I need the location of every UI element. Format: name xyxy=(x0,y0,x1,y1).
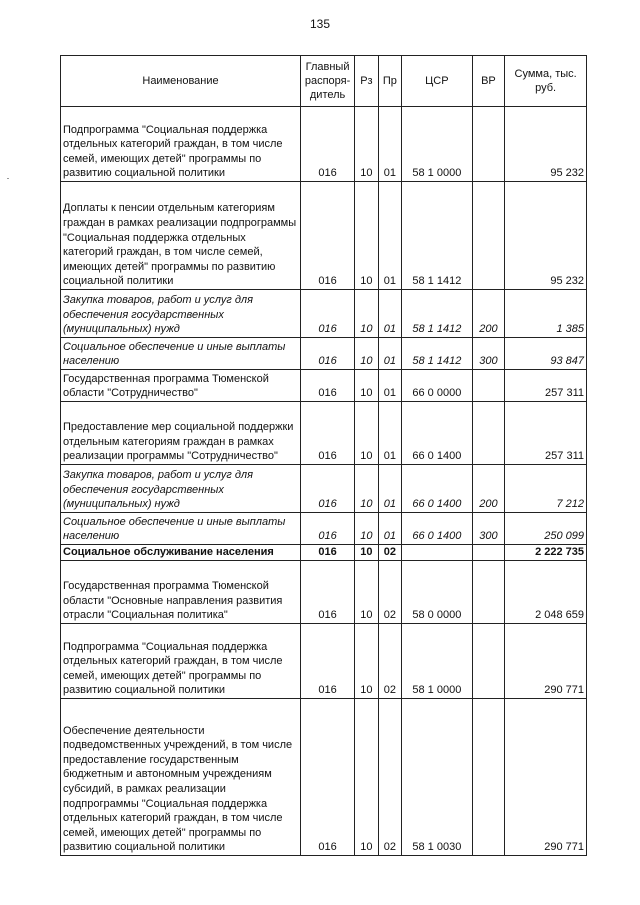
cell-pr: 01 xyxy=(378,465,401,513)
cell-name: Предоставление мер социальной поддержки отдельным категориям граждан в рамках реализации программы "Сотрудничество" xyxy=(61,402,301,465)
table-row xyxy=(61,624,587,699)
budget-table xyxy=(60,55,587,856)
cell-pr: 01 xyxy=(378,402,401,465)
cell-name: Закупка товаров, работ и услуг для обеспечения государственных (муниципальных) нужд xyxy=(61,465,301,513)
cell-name: Обеспечение деятельности подведомственных учреждений, в том числе предоставление государственным бюджетным и автономным учреждениям субсидий, в рамках реализации подпрограммы "Социальная поддержка отдельных категорий граждан, в том числе семей, имеющих детей" программы по развитию социальной политики xyxy=(61,699,301,856)
cell-vr: 200 xyxy=(472,465,505,513)
cell-pr: 02 xyxy=(378,545,401,561)
cell-admin: 016 xyxy=(301,513,355,545)
table-row xyxy=(61,465,587,513)
cell-vr xyxy=(472,699,505,856)
cell-name: Социальное обслуживание населения xyxy=(61,545,301,561)
cell-csr: 66 0 1400 xyxy=(402,402,472,465)
header-name: Наименование xyxy=(61,56,301,107)
cell-vr xyxy=(472,624,505,699)
cell-name: Государственная программа Тюменской области "Основные направления развития отрасли "Социальная политика" xyxy=(61,561,301,624)
header-pr: Пр xyxy=(378,56,401,107)
cell-admin: 016 xyxy=(301,107,355,182)
cell-name: Государственная программа Тюменской области "Сотрудничество" xyxy=(61,370,301,402)
cell-rz: 10 xyxy=(355,545,378,561)
cell-name: Подпрограмма "Социальная поддержка отдельных категорий граждан, в том числе семей, имеющих детей" программы по развитию социальной политики xyxy=(61,624,301,699)
table-row xyxy=(61,107,587,182)
cell-rz: 10 xyxy=(355,370,378,402)
page-number: 135 xyxy=(309,17,331,31)
cell-vr xyxy=(472,545,505,561)
cell-sum: 250 099 xyxy=(505,513,587,545)
cell-csr: 58 0 0000 xyxy=(402,561,472,624)
cell-sum: 95 232 xyxy=(505,182,587,290)
table-row xyxy=(61,699,587,856)
header-csr: ЦСР xyxy=(402,56,472,107)
cell-sum: 290 771 xyxy=(505,699,587,856)
scan-mark xyxy=(7,178,9,179)
cell-admin: 016 xyxy=(301,545,355,561)
table-header-row xyxy=(61,56,587,107)
cell-pr: 02 xyxy=(378,624,401,699)
table-row xyxy=(61,545,587,561)
cell-sum: 1 385 xyxy=(505,290,587,338)
cell-name: Закупка товаров, работ и услуг для обеспечения государственных (муниципальных) нужд xyxy=(61,290,301,338)
cell-sum: 7 212 xyxy=(505,465,587,513)
cell-pr: 01 xyxy=(378,290,401,338)
cell-pr: 02 xyxy=(378,561,401,624)
cell-rz: 10 xyxy=(355,699,378,856)
cell-admin: 016 xyxy=(301,624,355,699)
cell-csr xyxy=(402,545,472,561)
cell-csr: 58 1 1412 xyxy=(402,338,472,370)
cell-csr: 58 1 1412 xyxy=(402,290,472,338)
cell-vr: 300 xyxy=(472,338,505,370)
cell-rz: 10 xyxy=(355,561,378,624)
cell-admin: 016 xyxy=(301,338,355,370)
cell-csr: 66 0 0000 xyxy=(402,370,472,402)
cell-vr: 200 xyxy=(472,290,505,338)
cell-rz: 10 xyxy=(355,513,378,545)
cell-name: Социальное обеспечение и иные выплаты населению xyxy=(61,513,301,545)
cell-pr: 01 xyxy=(378,513,401,545)
cell-csr: 58 1 0000 xyxy=(402,624,472,699)
cell-vr: 300 xyxy=(472,513,505,545)
cell-sum: 93 847 xyxy=(505,338,587,370)
table-row xyxy=(61,338,587,370)
cell-pr: 01 xyxy=(378,370,401,402)
cell-csr: 66 0 1400 xyxy=(402,513,472,545)
table-row xyxy=(61,370,587,402)
cell-admin: 016 xyxy=(301,402,355,465)
cell-vr xyxy=(472,402,505,465)
table-row xyxy=(61,182,587,290)
cell-vr xyxy=(472,182,505,290)
cell-csr: 58 1 0000 xyxy=(402,107,472,182)
cell-csr: 58 1 1412 xyxy=(402,182,472,290)
cell-rz: 10 xyxy=(355,402,378,465)
cell-admin: 016 xyxy=(301,699,355,856)
header-vr: ВР xyxy=(472,56,505,107)
cell-pr: 02 xyxy=(378,699,401,856)
cell-rz: 10 xyxy=(355,338,378,370)
cell-vr xyxy=(472,561,505,624)
cell-csr: 58 1 0030 xyxy=(402,699,472,856)
cell-sum: 95 232 xyxy=(505,107,587,182)
cell-admin: 016 xyxy=(301,290,355,338)
cell-rz: 10 xyxy=(355,182,378,290)
cell-sum: 2 222 735 xyxy=(505,545,587,561)
cell-sum: 2 048 659 xyxy=(505,561,587,624)
cell-vr xyxy=(472,370,505,402)
table-row xyxy=(61,290,587,338)
cell-name: Доплаты к пенсии отдельным категориям граждан в рамках реализации подпрограммы "Социальная поддержка отдельных категорий граждан, в том числе семей, имеющих детей" программы по развитию социальной политики xyxy=(61,182,301,290)
cell-name: Подпрограмма "Социальная поддержка отдельных категорий граждан, в том числе семей, имеющих детей" программы по развитию социальной политики xyxy=(61,107,301,182)
header-rz: Рз xyxy=(355,56,378,107)
cell-admin: 016 xyxy=(301,561,355,624)
table-row xyxy=(61,561,587,624)
cell-name: Социальное обеспечение и иные выплаты населению xyxy=(61,338,301,370)
header-admin: Главный распоря- дитель xyxy=(301,56,355,107)
cell-admin: 016 xyxy=(301,465,355,513)
cell-pr: 01 xyxy=(378,338,401,370)
table-row xyxy=(61,513,587,545)
cell-csr: 66 0 1400 xyxy=(402,465,472,513)
cell-pr: 01 xyxy=(378,182,401,290)
cell-sum: 257 311 xyxy=(505,402,587,465)
cell-pr: 01 xyxy=(378,107,401,182)
cell-rz: 10 xyxy=(355,465,378,513)
cell-rz: 10 xyxy=(355,107,378,182)
header-sum: Сумма, тыс. руб. xyxy=(505,56,587,107)
cell-admin: 016 xyxy=(301,182,355,290)
cell-sum: 257 311 xyxy=(505,370,587,402)
cell-rz: 10 xyxy=(355,290,378,338)
cell-admin: 016 xyxy=(301,370,355,402)
cell-rz: 10 xyxy=(355,624,378,699)
table-row xyxy=(61,402,587,465)
cell-sum: 290 771 xyxy=(505,624,587,699)
cell-vr xyxy=(472,107,505,182)
